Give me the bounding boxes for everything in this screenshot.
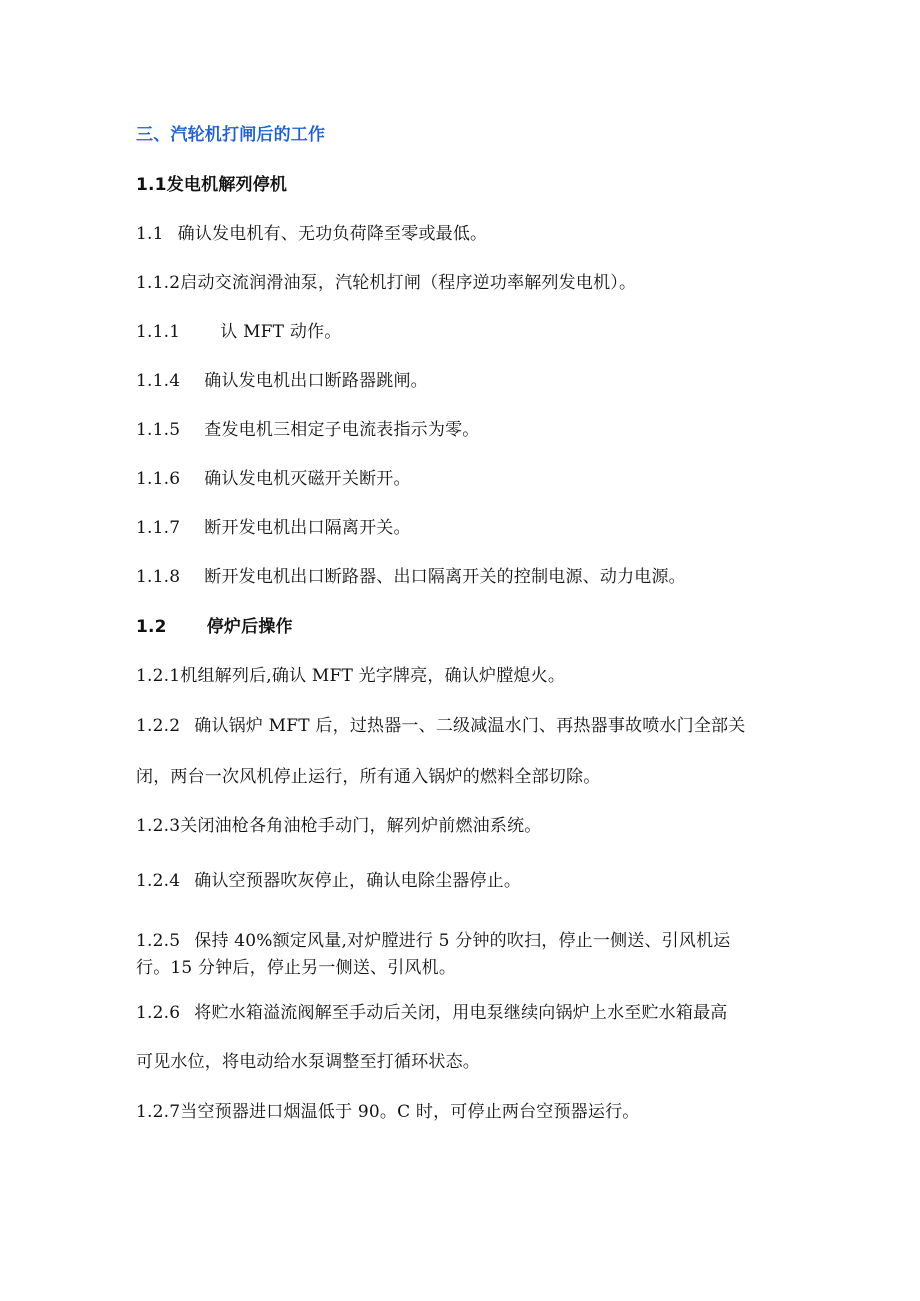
item-1-2-2-cont: 闭，两台一次风机停止运行，所有通入锅炉的燃料全部切除。 [136,767,601,787]
item-1-1-2 [136,271,636,295]
item-1-2-1 [136,664,565,688]
item-text: 断开发电机出口断路器、出口隔离开关的控制电源、动力电源。 [204,567,686,587]
item-number: 1.1 [136,224,164,244]
item-text: 启动交流润滑油泵，汽轮机打闸（程序逆功率解列发电机）。 [180,273,637,293]
item-number: 1.1.5 [136,420,181,440]
item-1-2-5-cont: 行。15 分钟后，停止另一侧送、引风机。 [136,958,457,978]
item-1-1-5 [136,418,479,442]
heading-1-1 [136,173,287,197]
heading-text: 停炉后操作 [206,617,293,637]
item-text: 确认锅炉 MFT 后，过热器一、二级减温水门、再热器事故喷水门全部关 [194,716,746,736]
item-text: 确认发电机灭磁开关断开。 [204,469,411,489]
item-1-1-7 [136,516,411,540]
item-1-1-8 [136,565,686,589]
item-number: 1.2.1 [136,666,181,686]
item-number: 1.2.3 [136,816,181,836]
item-number: 1.1.6 [136,469,181,489]
item-number: 1.2.6 [136,1003,181,1023]
heading-1-2 [136,615,293,639]
item-number: 1.2.5 [136,931,181,951]
item-number: 1.1.2 [136,273,181,293]
item-1-2-6 [136,1001,727,1025]
heading-number: 1.1 [136,175,167,195]
item-text: 查发电机三相定子电流表指示为零。 [204,420,480,440]
item-number: 1.1.1 [136,322,181,342]
item-1-2-6-cont: 可见水位，将电动给水泵调整至打循环状态。 [136,1052,480,1072]
item-number: 1.2.4 [136,871,181,891]
item-number: 1.1.7 [136,518,181,538]
item-text: 认 MFT 动作。 [220,322,342,342]
item-1-1-1 [136,320,341,344]
item-number: 1.2.7 [136,1102,181,1122]
item-text: 确认空预器吹灰停止，确认电除尘器停止。 [194,871,522,891]
item-text: 确认发电机出口断路器跳闸。 [204,371,428,391]
item-text: 确认发电机有、无功负荷降至零或最低。 [177,224,488,244]
item-text: 关闭油枪各角油枪手动门，解列炉前燃油系统。 [180,816,542,836]
item-1-1 [136,222,487,246]
item-number: 1.1.8 [136,567,181,587]
item-text: 将贮水箱溢流阀解至手动后关闭，用电泵继续向锅炉上水至贮水箱最高 [194,1003,728,1023]
item-1-2-3 [136,814,541,838]
item-text: 当空预器进口烟温低于 90。C 时，可停止两台空预器运行。 [180,1102,640,1122]
item-number: 1.1.4 [136,371,181,391]
item-1-2-5 [136,929,730,953]
item-1-2-7 [136,1100,640,1124]
heading-number: 1.2 [136,617,167,637]
item-text: 保持 40%额定风量,对炉膛进行 5 分钟的吹扫，停止一侧送、引风机运 [194,931,731,951]
item-1-1-6 [136,467,411,491]
item-number: 1.2.2 [136,716,181,736]
section-title: 三、汽轮机打闸后的工作 [136,125,326,145]
item-1-2-2 [136,714,745,738]
item-text: 断开发电机出口隔离开关。 [204,518,411,538]
item-1-2-4 [136,869,521,893]
item-1-1-4 [136,369,428,393]
heading-text: 发电机解列停机 [166,175,288,195]
item-text: 机组解列后,确认 MFT 光字牌亮，确认炉膛熄火。 [180,666,566,686]
